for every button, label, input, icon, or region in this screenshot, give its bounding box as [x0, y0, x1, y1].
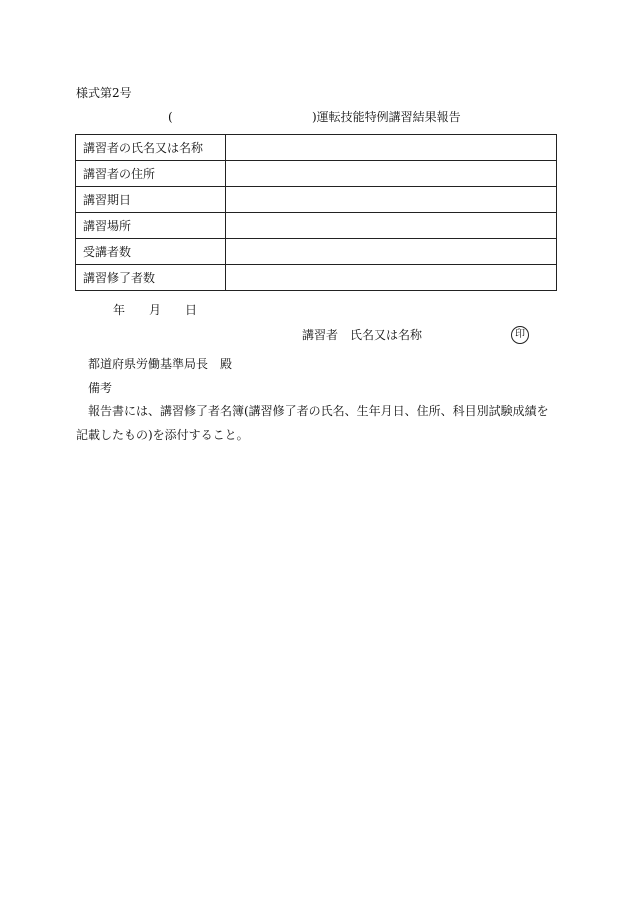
seal-mark: 印: [511, 326, 529, 344]
row-label-attendee-count: 受講者数: [76, 239, 226, 265]
row-value-course-place: [226, 213, 557, 239]
remarks-line-1: 報告書には、講習修了者名簿(講習修了者の氏名、生年月日、住所、科目別試験成績を: [88, 404, 549, 418]
row-label-lecturer-name: 講習者の氏名又は名称: [76, 135, 226, 161]
document-title: )運転技能特例講習結果報告: [312, 110, 461, 124]
table-row: [76, 265, 557, 291]
table-row: [76, 161, 557, 187]
row-label-lecturer-address: 講習者の住所: [76, 161, 226, 187]
table-row: [76, 187, 557, 213]
table-row: [76, 239, 557, 265]
row-value-lecturer-address: [226, 161, 557, 187]
form-number: 様式第2号: [76, 86, 132, 100]
signer-line: 講習者 氏名又は名称: [302, 328, 423, 342]
title-paren-open: (: [168, 110, 173, 124]
row-value-completer-count: [226, 265, 557, 291]
row-value-lecturer-name: [226, 135, 557, 161]
row-label-course-place: 講習場所: [76, 213, 226, 239]
remarks-line-2: 記載したもの)を添付すること。: [76, 428, 249, 442]
date-day: 日: [185, 303, 198, 317]
date-year: 年: [113, 303, 126, 317]
row-label-course-date: 講習期日: [76, 187, 226, 213]
remarks-heading: 備考: [88, 381, 113, 395]
row-value-course-date: [226, 187, 557, 213]
report-table: [75, 134, 557, 291]
row-label-completer-count: 講習修了者数: [76, 265, 226, 291]
date-month: 月: [149, 303, 162, 317]
row-value-attendee-count: [226, 239, 557, 265]
table-row: [76, 135, 557, 161]
table-row: [76, 213, 557, 239]
addressee: 都道府県労働基準局長 殿: [88, 357, 233, 371]
date-line: [113, 303, 197, 317]
